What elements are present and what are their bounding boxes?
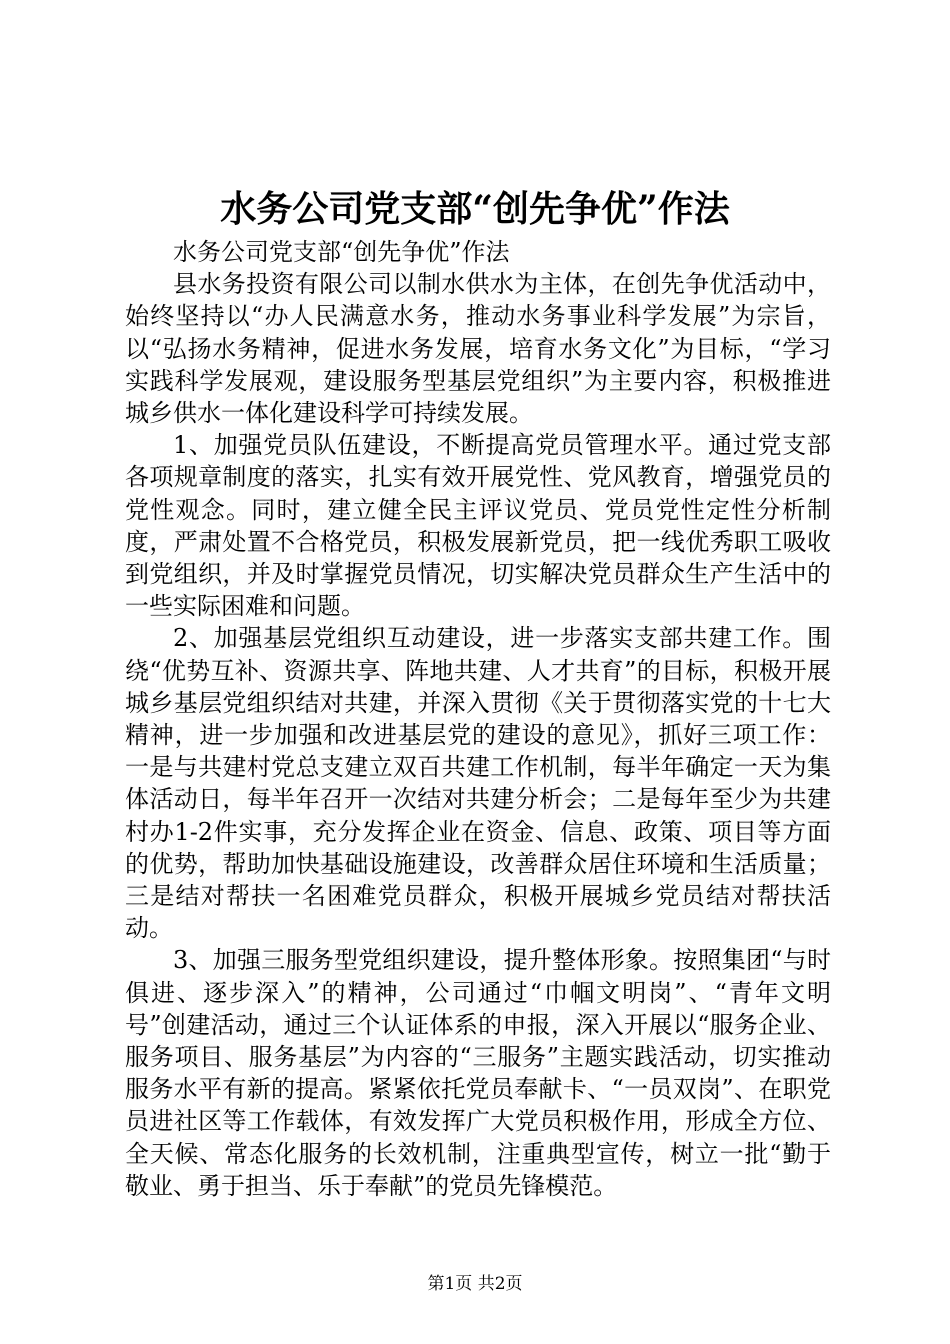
paragraph-item-3: 3、加强三服务型党组织建设，提升整体形象。按照集团“与时俱进、逐步深入”的精神，公司通过“巾帼文明岗”、“青年文明号”创建活动，通过三个认证体系的申报，深入开展以“服务企业、服务项目、服务基层”为内容的“三服务”主题实践活动，切实推动服务水平有新的提高。紧紧依托党员奉献卡、“一员双岗”、在职党员进社区等工作载体，有效发挥广大党员积极作用，形成全方位、全天候、常态化服务的长效机制，注重典型宣传，树立一批“勤于敬业、勇于担当、乐于奉献”的党员先锋模范。: [125, 946, 831, 1200]
paragraph-item-2: 2、加强基层党组织互动建设，进一步落实支部共建工作。围绕“优势互补、资源共享、阵地共建、人才共育”的目标，积极开展城乡基层党组织结对共建，并深入贯彻《关于贯彻落实党的十七大精神，进一步加强和改进基层党的建设的意见》，抓好三项工作：一是与共建村党总支建立双百共建工作机制，每半年确定一天为集体活动日，每半年召开一次结对共建分析会；二是每年至少为共建村办1-2件实事，充分发挥企业在资金、信息、政策、项目等方面的优势，帮助加快基础设施建设，改善群众居住环境和生活质量；三是结对帮扶一名困难党员群众，积极开展城乡党员结对帮扶活动。: [125, 624, 831, 943]
paragraph-intro: 县水务投资有限公司以制水供水为主体，在创先争优活动中，始终坚持以“办人民满意水务，推动水务事业科学发展”为宗旨，以“弘扬水务精神，促进水务发展，培育水务文化”为目标，“学习实践科学发展观，建设服务型基层党组织”为主要内容，积极推进城乡供水一体化建设科学可持续发展。: [125, 270, 831, 428]
document-title: 水务公司党支部“创先争优”作法: [220, 188, 730, 230]
document-body: [125, 236, 831, 1202]
document-subtitle: 水务公司党支部“创先争优”作法: [173, 238, 510, 266]
paragraph-item-1: 1、加强党员队伍建设，不断提高党员管理水平。通过党支部各项规章制度的落实，扎实有效开展党性、党风教育，增强党员的党性观念。同时，建立健全民主评议党员、党员党性定性分析制度，严肃处置不合格党员，积极发展新党员，把一线优秀职工吸收到党组织，并及时掌握党员情况，切实解决党员群众生产生活中的一些实际困难和问题。: [125, 431, 831, 621]
page-footer: 第1页 共2页: [427, 1274, 523, 1294]
